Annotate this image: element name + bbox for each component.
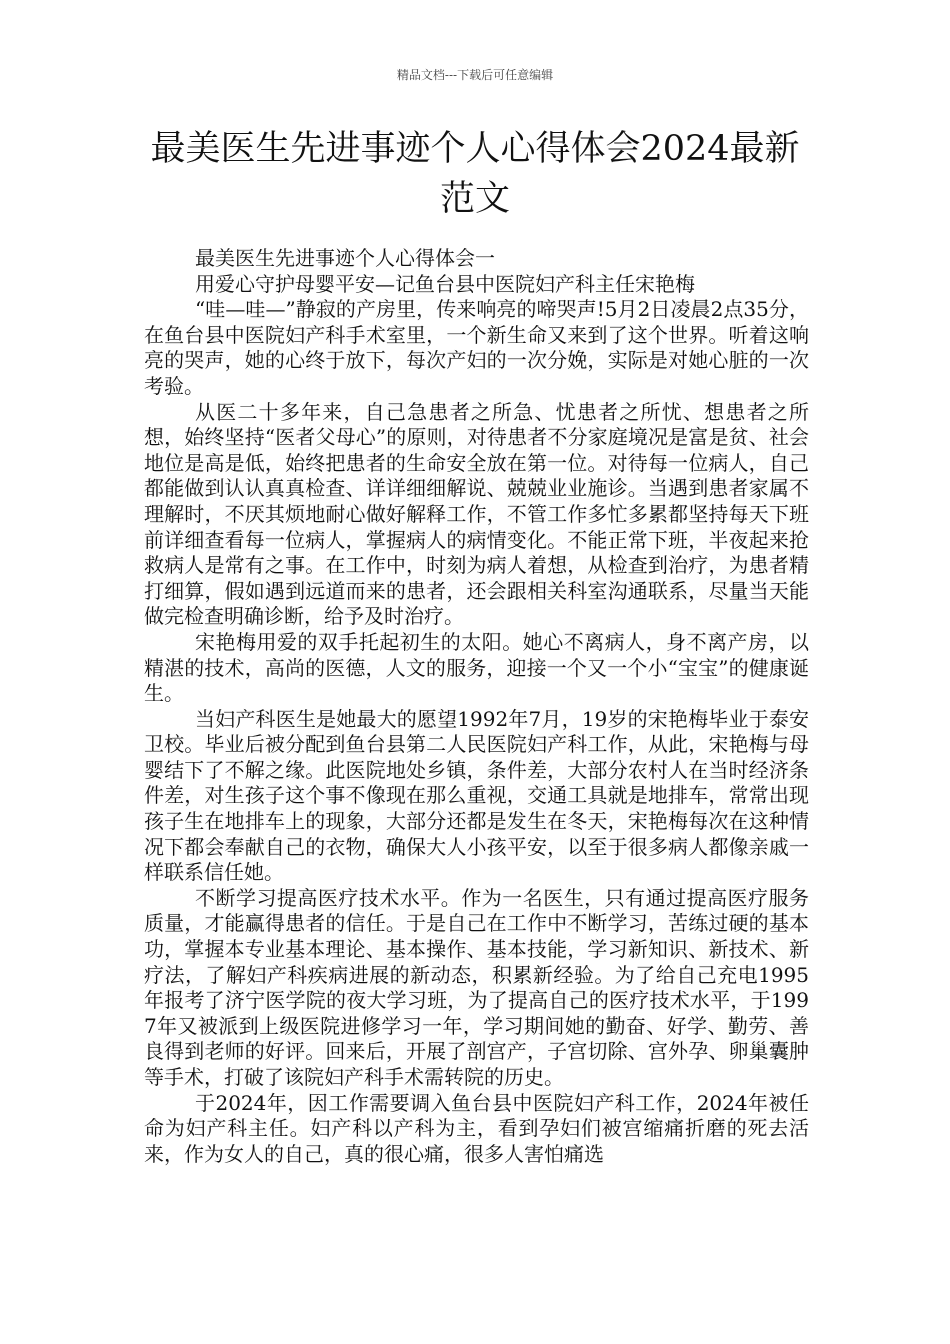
- body-paragraph: 从医二十多年来，自己急患者之所急、忧患者之所忧、想患者之所想，始终坚持“医者父母心”的原则，对待患者不分家庭境况是富是贫、社会地位是高是低，始终把患者的生命安全放在第一位。对待每一位病人，自己都能做到认认真真检查、详详细细解说、兢兢业业施诊。当遇到患者家属不理解时，不厌其烦地耐心做好解释工作，不管工作多忙多累都坚持每天下班前详细查看每一位病人，掌握病人的病情变化。不能正常下班，半夜起来抢救病人是常有之事。在工作中，时刻为病人着想，从检查到治疗，为患者精打细算，假如遇到远道而来的患者，还会跟相关科室沟通联系，尽量当天能做完检查明确诊断，给予及时治疗。: [144, 399, 809, 629]
- section-heading: 最美医生先进事迹个人心得体会一: [195, 246, 495, 270]
- body-paragraph: 不断学习提高医疗技术水平。作为一名医生，只有通过提高医疗服务质量，才能赢得患者的信任。于是自己在工作中不断学习，苦练过硬的基本功，掌握本专业基本理论、基本操作、基本技能，学习新知识、新技术、新疗法，了解妇产科疾病进展的新动态，积累新经验。为了给自己充电1995年报考了济宁医学院的夜大学习班，为了提高自己的医疗技术水平，于1997年又被派到上级医院进修学习一年，学习期间她的勤奋、好学、勤劳、善良得到老师的好评。回来后，开展了剖宫产，子宫切除、宫外孕、卵巢囊肿等手术，打破了该院妇产科手术需转院的历史。: [144, 885, 809, 1089]
- body-paragraph: “哇—哇—”静寂的产房里，传来响亮的啼哭声!5月2日凌晨2点35分，在鱼台县中医院妇产科手术室里，一个新生命又来到了这个世界。听着这响亮的哭声，她的心终于放下，每次产妇的一次分娩，实际是对她心脏的一次考验。: [144, 297, 809, 398]
- body-paragraph: 宋艳梅用爱的双手托起初生的太阳。她心不离病人，身不离产房，以精湛的技术，高尚的医德，人文的服务，迎接一个又一个小“宝宝”的健康诞生。: [144, 629, 809, 706]
- body-paragraph: 当妇产科医生是她最大的愿望1992年7月，19岁的宋艳梅毕业于泰安卫校。毕业后被分配到鱼台县第二人民医院妇产科工作，从此，宋艳梅与母婴结下了不解之缘。此医院地处乡镇，条件差，大部分农村人在当时经济条件差，对生孩子这个事不像现在那么重视，交通工具就是地排车，常常出现孩子生在地排车上的现象，大部分还都是发生在冬天，宋艳梅每次在这种情况下都会奉献自己的衣物，确保大人小孩平安，以至于很多病人都像亲戚一样联系信任她。: [144, 706, 809, 885]
- document-body: [144, 246, 809, 1167]
- document-title: 最美医生先进事迹个人心得体会2024最新范文: [150, 129, 800, 219]
- article-subtitle: 用爱心守护母婴平安—记鱼台县中医院妇产科主任宋艳梅: [195, 271, 695, 296]
- body-paragraph: 于2024年，因工作需要调入鱼台县中医院妇产科工作，2024年被任命为妇产科主任。妇产科以产科为主，看到孕妇们被宫缩痛折磨的死去活来，作为女人的自己，真的很心痛，很多人害怕痛选: [144, 1090, 809, 1166]
- document-header-note: 精品文档---下载后可任意编辑: [396, 68, 554, 82]
